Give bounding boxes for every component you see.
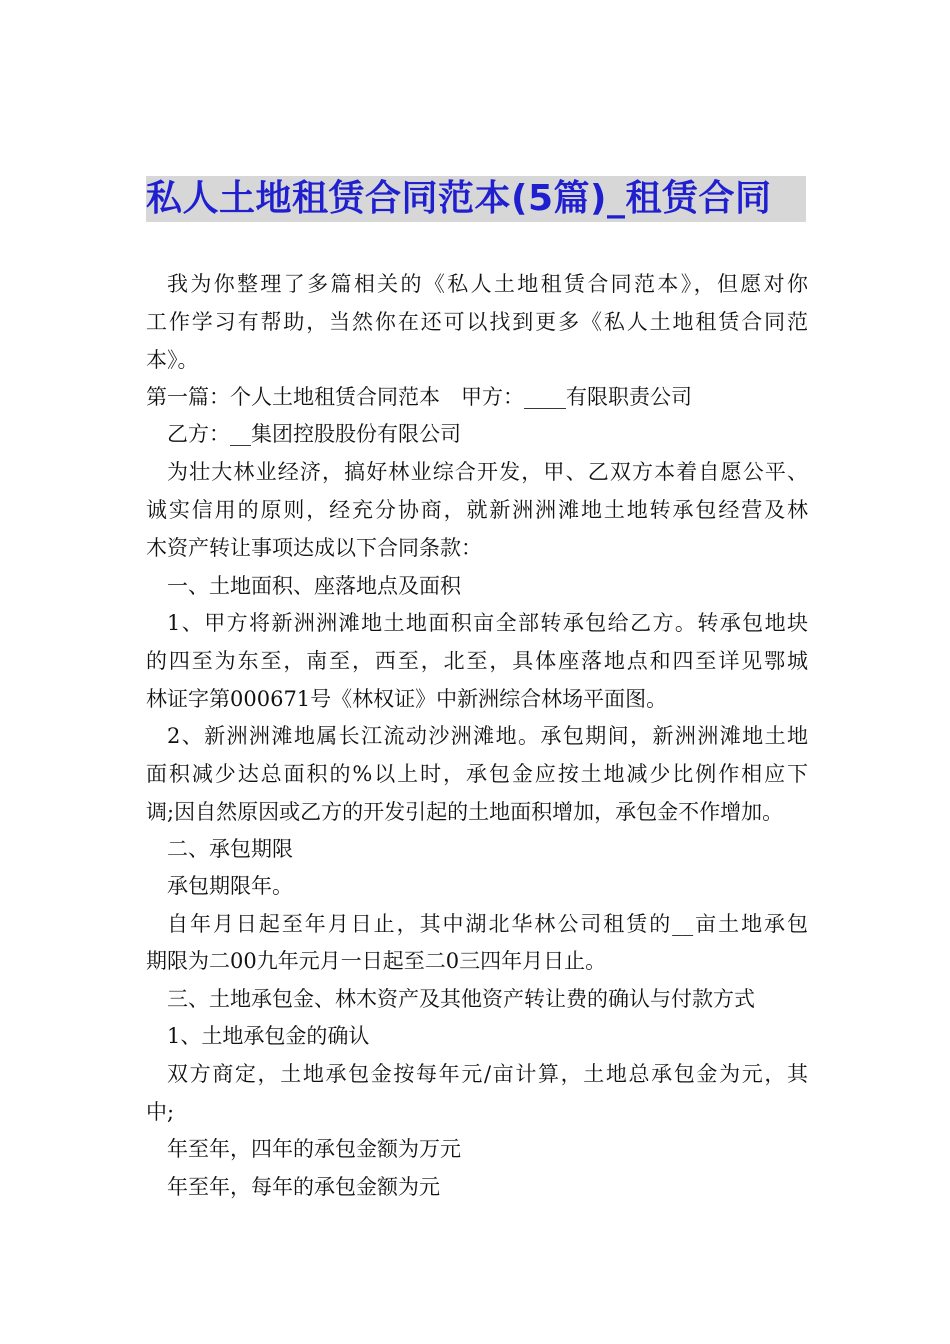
paragraph-line: 的四至为东至，南至，西至，北至，具体座落地点和四至详见鄂城: [146, 649, 808, 673]
paragraph-line: 调;因自然原因或乙方的开发引起的土地面积增加，承包金不作增加。: [146, 800, 784, 824]
paragraph-line: 2、新洲洲滩地属长江流动沙洲滩地。承包期间，新洲洲滩地土地: [167, 724, 808, 748]
paragraph-line: 林证字第000671号《林权证》中新洲综合林场平面图。: [146, 687, 668, 711]
paragraph-line: 年至年，每年的承包金额为元: [167, 1175, 440, 1199]
section-heading-line: 一、土地面积、座落地点及面积: [167, 574, 461, 598]
paragraph-line: 我为你整理了多篇相关的《私人土地租赁合同范本》，但愿对你: [167, 272, 808, 296]
title-highlight: [146, 176, 806, 222]
paragraph-line: 为壮大林业经济，搞好林业综合开发，甲、乙双方本着自愿公平、: [167, 460, 808, 484]
section-heading-line: 三、土地承包金、林木资产及其他资产转让费的确认与付款方式: [167, 987, 755, 1011]
paragraph-line: 1、土地承包金的确认: [167, 1024, 370, 1048]
paragraph-line: 承包期限年。: [167, 874, 293, 898]
paragraph-line: 诚实信用的原则，经充分协商，就新洲洲滩地土地转承包经营及林: [146, 498, 808, 522]
paragraph-line: 期限为二00九年元月一日起至二0三四年月日止。: [146, 949, 607, 973]
paragraph-line: 本》。: [146, 348, 199, 372]
document-title: 私人土地租赁合同范本(5篇)_租赁合同: [146, 178, 772, 219]
section-heading-line: 二、承包期限: [167, 837, 293, 861]
paragraph-line: 1、甲方将新洲洲滩地土地面积亩全部转承包给乙方。转承包地块: [167, 611, 808, 635]
paragraph-line: 面积减少达总面积的%以上时，承包金应按土地减少比例作相应下: [146, 762, 808, 786]
paragraph-line: 工作学习有帮助，当然你在还可以找到更多《私人土地租赁合同范: [146, 310, 808, 334]
paragraph-line: 木资产转让事项达成以下合同条款：: [146, 536, 482, 560]
paragraph-line: 中;: [146, 1100, 175, 1124]
paragraph-line: 双方商定，土地承包金按每年元/亩计算，土地总承包金为元，其: [167, 1062, 808, 1086]
paragraph-line: 乙方：__集团控股股份有限公司: [167, 422, 461, 446]
paragraph-line: 年至年，四年的承包金额为万元: [167, 1137, 461, 1161]
paragraph-line: 自年月日起至年月日止，其中湖北华林公司租赁的__亩土地承包: [167, 912, 808, 936]
section-heading-line: 第一篇：个人土地租赁合同范本 甲方：____有限职责公司: [146, 385, 692, 409]
